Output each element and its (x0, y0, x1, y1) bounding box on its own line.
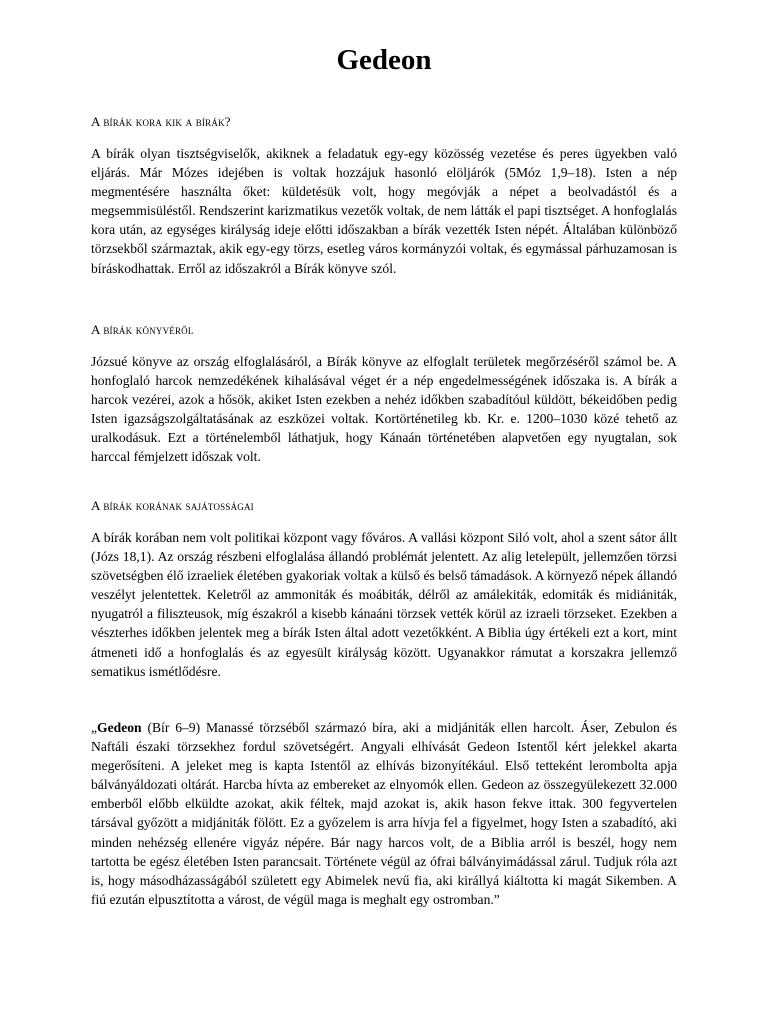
section-book-of-judges (91, 322, 677, 467)
document-title: Gedeon (336, 44, 432, 76)
quote-paragraph (91, 718, 677, 909)
section-paragraph: A bírák olyan tisztségviselők, akiknek a feladatuk egy-egy közösség vezetése és peres ügyekben való eljárás. Már Mózes idejében is voltak hozzájuk hasonló elöljárók (5Móz 1,9–18). Isten a nép megmentésére használta őket: küldetésük volt, hogy megóvják a népet a beolvadástól és a megsemmisüléstől. Rendszerint karizmatikus vezetők voltak, de nem látták el papi tisztséget. A honfoglalás kora után, az egységes királyság ideje előtti időszakban a bírák vezették Isten népét. Általában különböző törzsekből származtak, akik egy-egy törzs, esetleg város kormányzói voltak, és egymással párhuzamosan is bíráskodhattak. Erről az időszakról a Bírák könyve szól. (91, 146, 677, 276)
section-heading: A bírák könyvéről (91, 322, 194, 337)
section-heading: A bírák korának sajátosságai (91, 498, 254, 513)
section-who-are-judges (91, 114, 677, 278)
section-gedeon-quote (91, 718, 677, 909)
quote-name: Gedeon (97, 720, 142, 735)
section-paragraph: Józsué könyve az ország elfoglalásáról, a Bírák könyve az elfoglalt területek megőrzéséről számol be. A honfoglaló harcok nemzedékének kihalásával véget ér a nép engedelmességének időszaka is. A bírák a harcok vezérei, azok a hősök, akiket Isten ezekben a nehéz időkben szabadítóul küldött, békeidőben pedig Isten igazságszolgáltatásának az eszközei voltak. Kortörténetileg kb. Kr. e. 1200–1030 közé tehető az uralkodásuk. Ezt a történelemből láthatjuk, hogy Kánaán történetében alapvetően egy nyugtalan, sok harccal fémjelzett időszak volt. (91, 354, 677, 465)
section-heading: A bírák kora kik a bírák? (91, 114, 231, 129)
section-paragraph: A bírák korában nem volt politikai központ vagy főváros. A vallási központ Siló volt, ahol a szent sátor állt (Józs 18,1). Az ország részbeni elfoglalása állandó problémát jelentett. Az alig letelepült, jellemzően törzsi szövetségben élő izraeliek életében gyakoriak voltak a külső és belső támadások. A környező népek állandó veszélyt jelentettek. Keletről az ammoniták és moábiták, délről az amálekiták, edomiták és midiániták, nyugatról a filiszteusok, míg északról a kisebb kánaáni törzsek vették körül az izraeli törzseket. Ezekben a vészterhes időkben jelentek meg a bírák Isten által adott vezetőkként. A Biblia úgy értékeli ezt a kort, mint átmeneti idő a honfoglalás és az egyesült királyság között. Ugyanakkor rámutat a korszakra jellemző sematikus ismétlődésre. (91, 530, 677, 679)
quote-text: (Bír 6–9) Manassé törzséből származó bíra, aki a midjániták ellen harcolt. Áser, Zebulon és Naftáli északi törzsekhez fordul szövetségért. Angyali elhívását Gedeon Istentől kért jelekkel akarta megerősíteni. A jeleket meg is kapta Istentől az elhívás bizonyítékául. Első tetteként lerombolta apja bálványáldozati oltárát. Harcba hívta az embereket az elnyomók ellen. Gedeon az összegyülekezett 32.000 emberből előbb elküldte azokat, akik féltek, majd azokat is, akik hason fekve ittak. 300 fegyvertelen társával győzött a midjániták fölött. Ez a győzelem is arra hívja fel a figyelmet, hogy Isten a szabadító, aki minden nehézség ellenére vigyáz népére. Bár nagy harcos volt, de a Biblia arról is beszél, hogy nem tartotta be egész életében Isten parancsait. Története végül az ófrai bálványimádással zárul. Tudjuk róla azt is, hogy másodházasságából született egy Abimelek nevű fia, aki királlyá kiáltotta ki magát Sikemben. A fiú ezután elpusztította a várost, de végül maga is meghalt egy ostromban.” (91, 720, 677, 907)
document-page (91, 40, 677, 907)
section-characteristics (91, 498, 677, 681)
quote-open-mark: „ (91, 720, 98, 735)
